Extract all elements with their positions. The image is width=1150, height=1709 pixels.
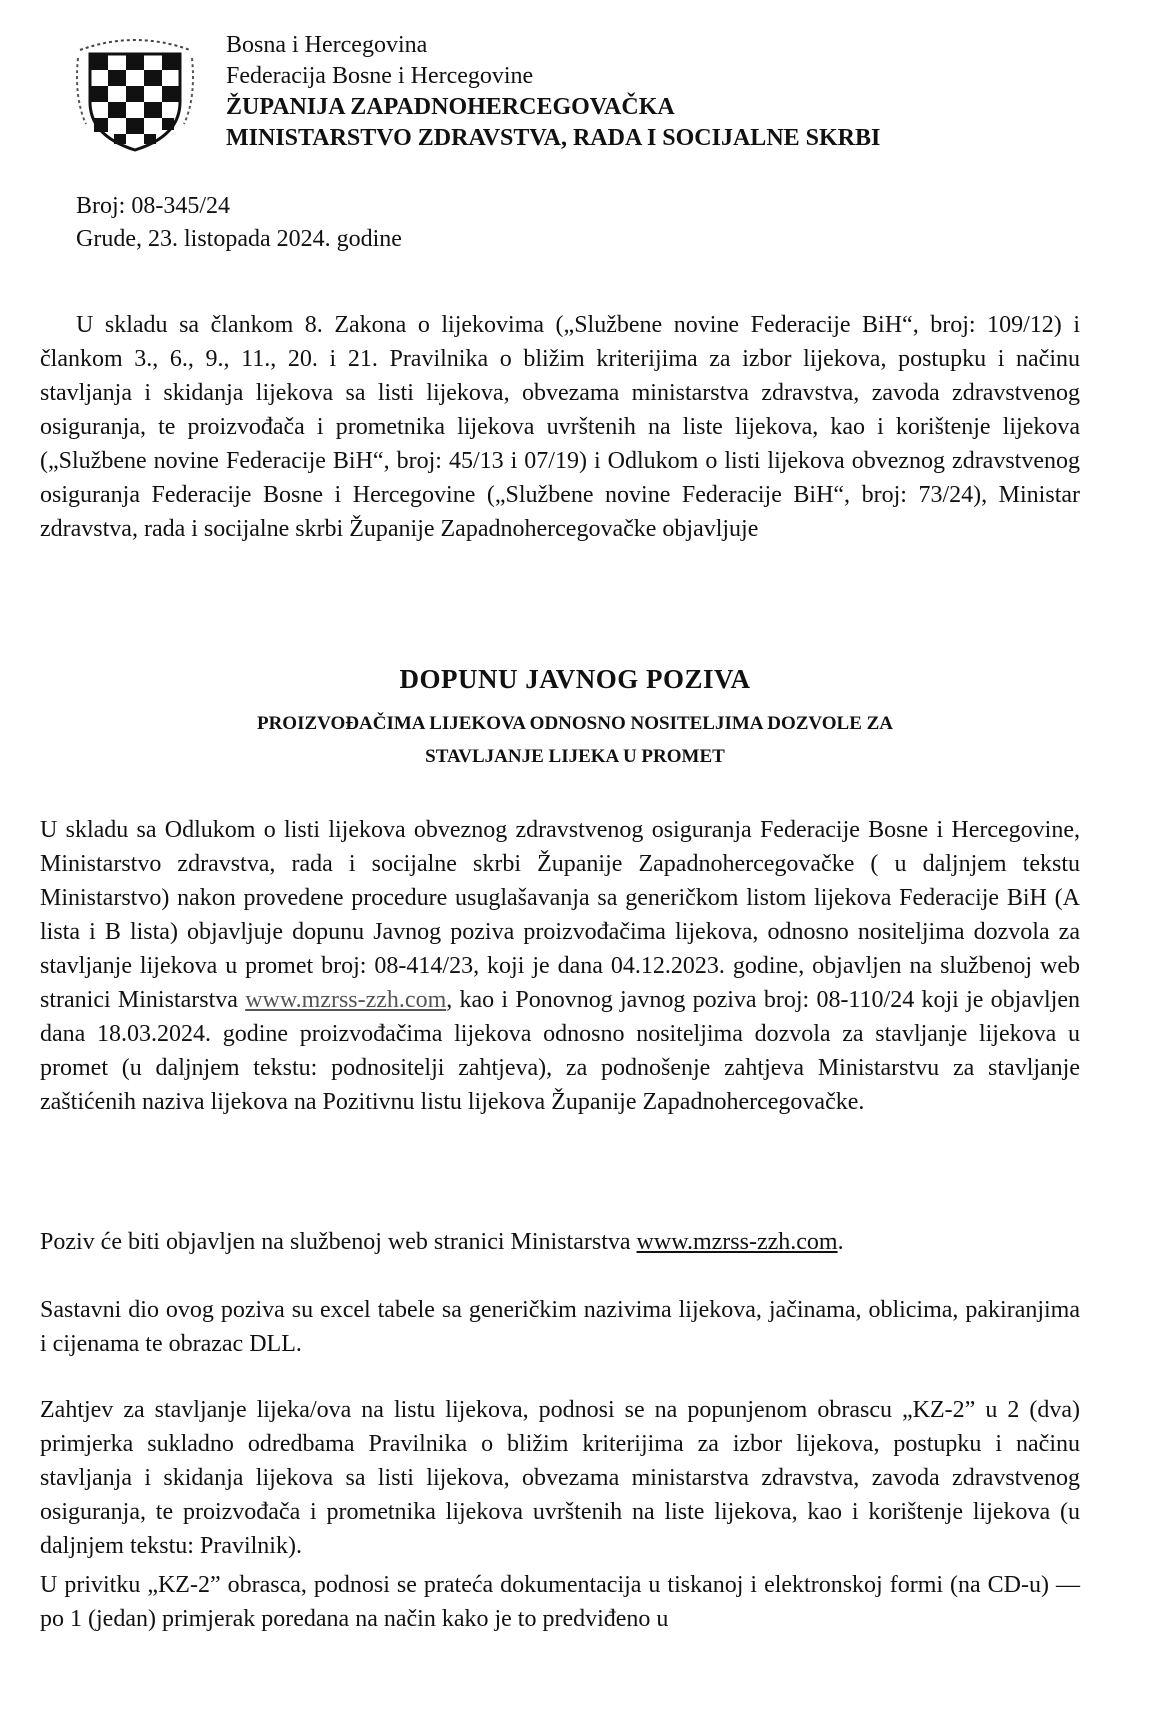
subtitle-line-1: PROIZVOĐAČIMA LIJEKOVA ODNOSNO NOSITELJIMA DOZVOLE ZA: [256, 713, 894, 734]
subtitle-line-2: STAVLJANJE LIJEKA U PROMET: [425, 746, 725, 767]
letterhead: [226, 30, 880, 154]
body-paragraph-1: [40, 813, 1080, 1119]
paragraph-text: U skladu sa Odlukom o listi lijekova obveznog zdravstvenog osiguranja Federacije Bosne i Hercegovine, Ministarstvo zdravstva, rada i socijalne skrbi Županije Zapadnohercegovačke ( u daljnjem tekstu Ministarstvo) nakon provedene procedure usuglašavanja sa generičkom listom lijekova Federacije BiH (A lista i B lista) objavljuje dopunu Javnog poziva proizvođačima lijekova, odnosno nositeljima dozvola za stavljanje lijekova u promet broj: 08-414/23, koji je dana 04.12.2023. godine, objavljen na službenoj web stranici Ministarstva: [40, 817, 1080, 1013]
place-and-date: Grude, 23. listopada 2024. godine: [76, 226, 402, 252]
letterhead-federation: Federacija Bosne i Hercegovine: [226, 63, 534, 89]
body-paragraph-2: [40, 1225, 1080, 1259]
letterhead-county: ŽUPANIJA ZAPADNOHERCEGOVAČKA: [226, 94, 675, 120]
ministry-website-link[interactable]: www.mzrss-zzh.com: [636, 1229, 838, 1255]
letterhead-ministry: MINISTARSTVO ZDRAVSTVA, RADA I SOCIJALNE SKRBI: [226, 125, 881, 151]
document-title: DOPUNU JAVNOG POZIVA: [399, 664, 751, 694]
coat-of-arms-logo: [72, 28, 198, 152]
reference-number: Broj: 08-345/24: [76, 193, 230, 219]
document-meta: [76, 190, 402, 256]
body-paragraph-5: U privitku „KZ-2” obrasca, podnosi se prateća dokumentacija u tiskanoj i elektronskoj formi (na CD-u) — po 1 (jedan) primjerak poredana na način kako je to predviđeno u: [40, 1572, 1080, 1632]
document-subtitle: [0, 707, 1150, 773]
paragraph-text: , kao i Ponovnog javnog poziva broj: 08-110/24 koji je objavljen dana 18.03.2024. godine proizvođačima lijekova odnosno nositeljima dozvola za stavljanje lijekova u promet (u daljnjem tekstu: podnositelji zahtjeva), za podnošenje zahtjeva Ministarstvu za stavljanje zaštićenih naziva lijekova na Pozitivnu listu lijekova Županije Zapadnohercegovačke.: [40, 987, 1080, 1115]
intro-paragraph: U skladu sa člankom 8. Zakona o lijekovima („Službene novine Federacije BiH“, broj: 109/12) i člankom 3., 6., 9., 11., 20. i 21. Pravilnika o bližim kriterijima za izbor lijekova, postupku i načinu stavljanja i skidanja lijekova sa listi lijekova, obvezama ministarstva zdravstva, zavoda zdravstvenog osiguranja, te proizvođača i prometnika lijekova uvrštenih na liste lijekova, kao i korištenje lijekova („Službene novine Federacije BiH“, broj: 45/13 i 07/19) i Odlukom o listi lijekova obveznog zdravstvenog osiguranja Federacije Bosne i Hercegovine („Službene novine Federacije BiH“, broj: 73/24), Ministar zdravstva, rada i socijalne skrbi Županije Zapadnohercegovačke objavljuje: [40, 312, 1080, 542]
body-paragraph-4: Zahtjev za stavljanje lijeka/ova na listu lijekova, podnosi se na popunjenom obrascu „KZ-2” u 2 (dva) primjerka sukladno odredbama Pravilnika o bližim kriterijima za izbor lijekova, postupku i načinu stavljanja i skidanja lijekova sa listi lijekova, obvezama ministarstva zdravstva, zavoda zdravstvenog osiguranja, te proizvođača i prometnika lijekova uvrštenih na liste lijekova, kao i korištenje lijekova (u daljnjem tekstu: Pravilnik).: [40, 1397, 1080, 1559]
paragraph-text: .: [837, 1229, 844, 1255]
body-paragraph-3: Sastavni dio ovog poziva su excel tabele sa generičkim nazivima lijekova, jačinama, oblicima, pakiranjima i cijenama te obrazac DLL.: [40, 1297, 1080, 1357]
letterhead-country: Bosna i Hercegovina: [226, 32, 428, 58]
paragraph-text: Poziv će biti objavljen na službenoj web stranici Ministarstva: [40, 1229, 637, 1255]
ministry-website-link[interactable]: www.mzrss-zzh.com: [245, 987, 447, 1013]
